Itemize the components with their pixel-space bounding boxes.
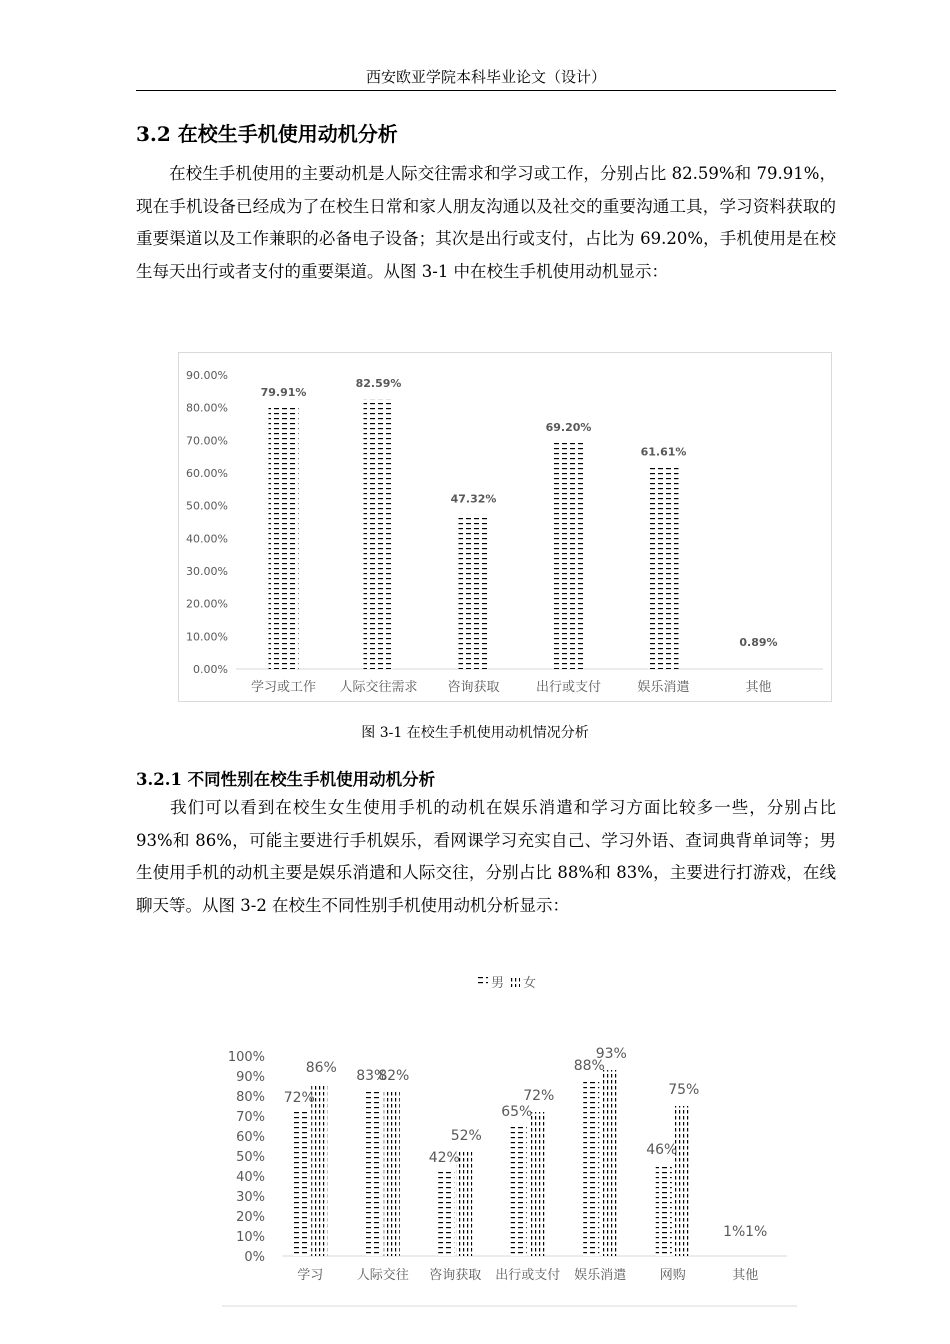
data-label-male: 83% bbox=[356, 1068, 388, 1084]
bar-female bbox=[456, 1152, 472, 1256]
subsection-title: 3.2.1 不同性别在校生手机使用动机分析 bbox=[136, 770, 436, 789]
bar-female bbox=[311, 1084, 327, 1256]
data-label: 79.91% bbox=[260, 385, 307, 399]
bar-female bbox=[674, 1106, 690, 1256]
paragraph-1-text: 在校生手机使用的主要动机是人际交往需求和学习或工作，分别占比 82.59%和 79.91%，现在手机设备已经成为了在校生日常和家人朋友沟通以及社交的重要沟通工具，学习资料获取的重要渠道以及工作兼职的必备电子设备；其次是出行或支付，占比为 69.20%，手机使用是在校生每天出行或者支付的重要渠道。从图 3-1 中在校生手机使用动机显示： bbox=[136, 164, 836, 281]
paragraph-1 bbox=[136, 158, 836, 288]
data-label-male: 72% bbox=[283, 1090, 315, 1106]
paragraph-2-text: 我们可以看到在校生女生使用手机的动机在娱乐消遣和学习方面比较多一些，分别占比 93%和 86%，可能主要进行手机娱乐，看网课学习充实自己、学习外语、查词典背单词等；男生使用手机的动机主要是娱乐消遣和人际交往，分别占比 88%和 83%，主要进行打游戏，在线聊天等。从图 3-2 在校生不同性别手机使用动机分析显示： bbox=[136, 798, 836, 915]
section-title: 3.2 在校生手机使用动机分析 bbox=[136, 122, 398, 146]
y-tick-label: 20% bbox=[236, 1210, 265, 1225]
data-label-male: 42% bbox=[428, 1150, 460, 1166]
category-label: 咨询获取 bbox=[429, 1268, 482, 1283]
data-label-female: 72% bbox=[523, 1088, 555, 1104]
bar bbox=[364, 399, 394, 669]
category-label: 娱乐消遣 bbox=[574, 1268, 627, 1283]
data-label-female: 52% bbox=[450, 1128, 482, 1144]
data-label: 47.32% bbox=[450, 492, 497, 506]
y-tick-label: 80% bbox=[236, 1090, 265, 1105]
bar bbox=[269, 408, 299, 669]
y-tick-label: 70.00% bbox=[186, 434, 228, 448]
figure-1-caption: 图 3-1 在校生手机使用动机情况分析 bbox=[361, 725, 589, 741]
bar-male bbox=[438, 1172, 454, 1256]
y-tick-label: 90% bbox=[236, 1070, 265, 1085]
data-label-female: 86% bbox=[305, 1060, 337, 1076]
bar bbox=[459, 514, 489, 669]
category-label: 人际交往需求 bbox=[339, 680, 418, 695]
category-label: 咨询获取 bbox=[447, 680, 500, 695]
data-label-male: 46% bbox=[646, 1142, 678, 1158]
y-tick-label: 70% bbox=[236, 1110, 265, 1125]
bar-male bbox=[656, 1164, 672, 1256]
y-tick-label: 40% bbox=[236, 1170, 265, 1185]
legend-swatch-female bbox=[510, 977, 520, 987]
bar-male bbox=[293, 1112, 309, 1256]
legend-swatch-male bbox=[478, 977, 488, 987]
y-tick-label: 100% bbox=[227, 1050, 265, 1065]
legend-label-male: 男 bbox=[491, 976, 505, 991]
bar-female bbox=[601, 1070, 617, 1256]
y-tick-label: 90.00% bbox=[186, 369, 228, 382]
y-tick-label: 20.00% bbox=[186, 597, 228, 611]
data-label-female: 75% bbox=[668, 1082, 700, 1098]
category-label: 人际交往 bbox=[356, 1268, 409, 1283]
bar bbox=[649, 468, 679, 669]
y-tick-label: 0% bbox=[244, 1250, 265, 1265]
y-tick-label: 60.00% bbox=[186, 467, 228, 480]
y-tick-label: 80.00% bbox=[186, 401, 228, 415]
page-header: 西安欧亚学院本科毕业论文（设计） bbox=[136, 66, 836, 91]
category-label: 出行或支付 bbox=[535, 680, 602, 695]
data-label-male: 65% bbox=[501, 1104, 533, 1120]
data-label-male: 88% bbox=[573, 1058, 605, 1074]
paragraph-2 bbox=[136, 792, 836, 922]
data-label: 69.20% bbox=[545, 420, 592, 434]
category-label: 其他 bbox=[745, 680, 772, 695]
bar-male bbox=[366, 1090, 382, 1256]
data-label-female: 93% bbox=[595, 1046, 627, 1062]
y-tick-label: 30% bbox=[236, 1190, 265, 1205]
bar bbox=[554, 443, 584, 669]
category-label: 出行或支付 bbox=[495, 1268, 561, 1283]
bar-female bbox=[529, 1112, 545, 1256]
category-label: 学习 bbox=[297, 1268, 324, 1283]
y-tick-label: 0.00% bbox=[193, 663, 228, 676]
category-label: 网购 bbox=[659, 1268, 686, 1283]
y-tick-label: 40.00% bbox=[186, 532, 228, 546]
data-label-female: 1% bbox=[745, 1224, 768, 1240]
y-tick-label: 10% bbox=[236, 1230, 265, 1245]
data-label-female: 82% bbox=[378, 1068, 410, 1084]
data-label: 0.89% bbox=[739, 636, 778, 650]
category-label: 学习或工作 bbox=[250, 680, 317, 695]
y-tick-label: 10.00% bbox=[186, 630, 228, 644]
category-label: 娱乐消遣 bbox=[637, 680, 690, 695]
y-tick-label: 30.00% bbox=[186, 565, 228, 578]
bar-male bbox=[583, 1080, 599, 1256]
data-label: 82.59% bbox=[355, 377, 402, 391]
legend-label-female: 女 bbox=[523, 976, 537, 991]
y-tick-label: 50.00% bbox=[186, 499, 228, 513]
data-label-male: 1% bbox=[723, 1224, 746, 1240]
category-label: 其他 bbox=[732, 1268, 759, 1283]
bar-male bbox=[511, 1126, 527, 1256]
data-label: 61.61% bbox=[640, 445, 687, 459]
bar-female bbox=[384, 1092, 400, 1256]
y-tick-label: 50% bbox=[236, 1150, 265, 1165]
chart-gender-motivation bbox=[222, 966, 802, 1311]
y-tick-label: 60% bbox=[236, 1130, 265, 1145]
chart-motivation bbox=[178, 352, 832, 702]
